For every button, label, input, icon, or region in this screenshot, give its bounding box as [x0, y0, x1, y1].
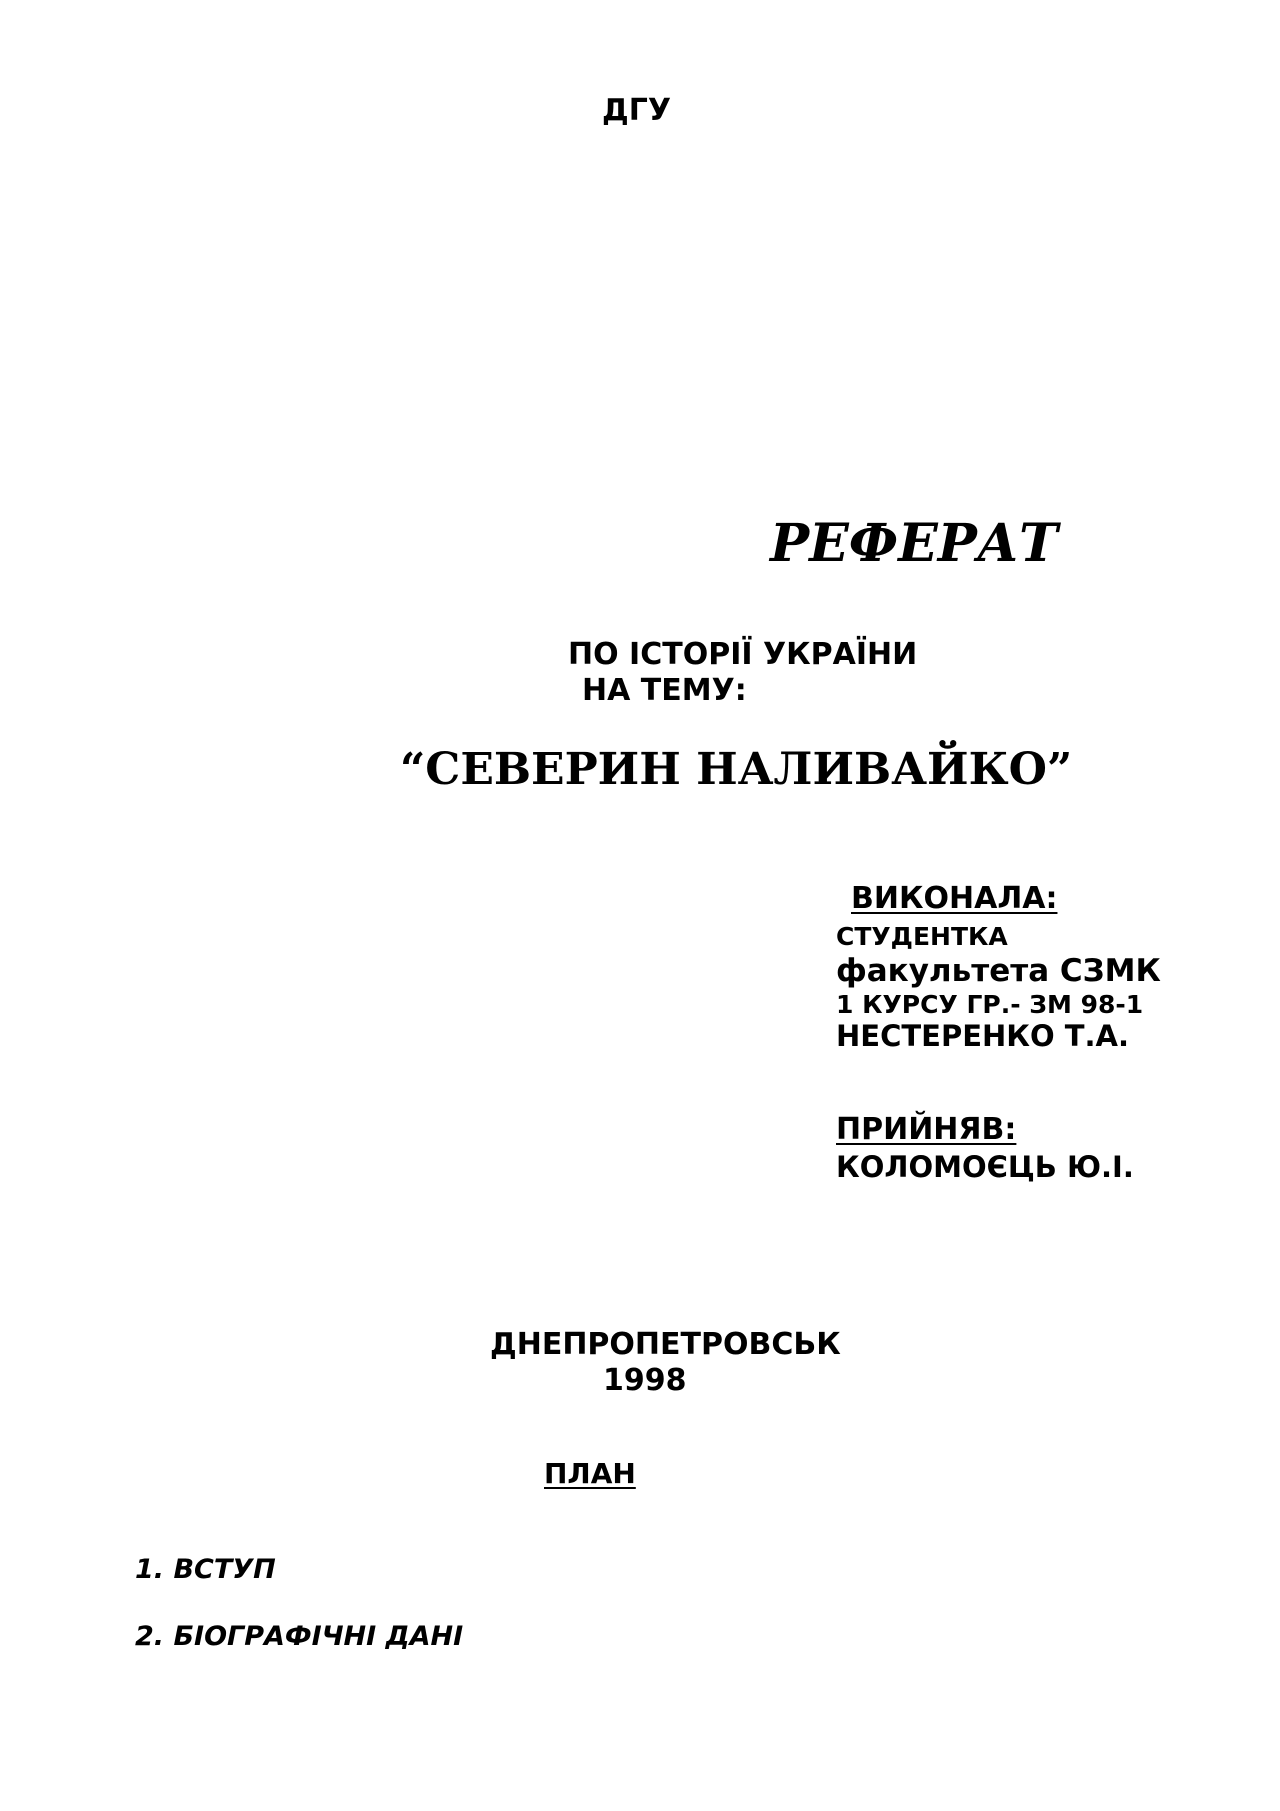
document-type: РЕФЕРАТ — [770, 513, 1058, 574]
subject-line: ПО ІСТОРІЇ УКРАЇНИ — [568, 637, 918, 672]
plan-item: 2. БІОГРАФІЧНІ ДАНІ — [135, 1621, 464, 1652]
teacher-name: КОЛОМОЄЦЬ Ю.І. — [836, 1150, 1134, 1184]
city-name: ДНЕПРОПЕТРОВСЬК — [490, 1327, 841, 1362]
course-group-line: 1 КУРСУ ГР.- ЗМ 98-1 — [836, 990, 1144, 1019]
topic-label: НА ТЕМУ: — [582, 673, 747, 708]
done-by-label: ВИКОНАЛА: — [851, 881, 1058, 916]
year: 1998 — [603, 1363, 687, 1398]
accepted-by-label: ПРИЙНЯВ: — [836, 1112, 1017, 1147]
university-name: ДГУ — [602, 93, 671, 128]
plan-item: 1. ВСТУП — [135, 1554, 276, 1585]
faculty-line: факультета СЗМК — [836, 953, 1161, 989]
author-name: НЕСТЕРЕНКО Т.А. — [836, 1019, 1130, 1053]
student-line: СТУДЕНТКА — [836, 922, 1008, 951]
topic-title: “СЕВЕРИН НАЛИВАЙКО” — [400, 744, 1073, 795]
plan-title: ПЛАН — [544, 1457, 636, 1490]
